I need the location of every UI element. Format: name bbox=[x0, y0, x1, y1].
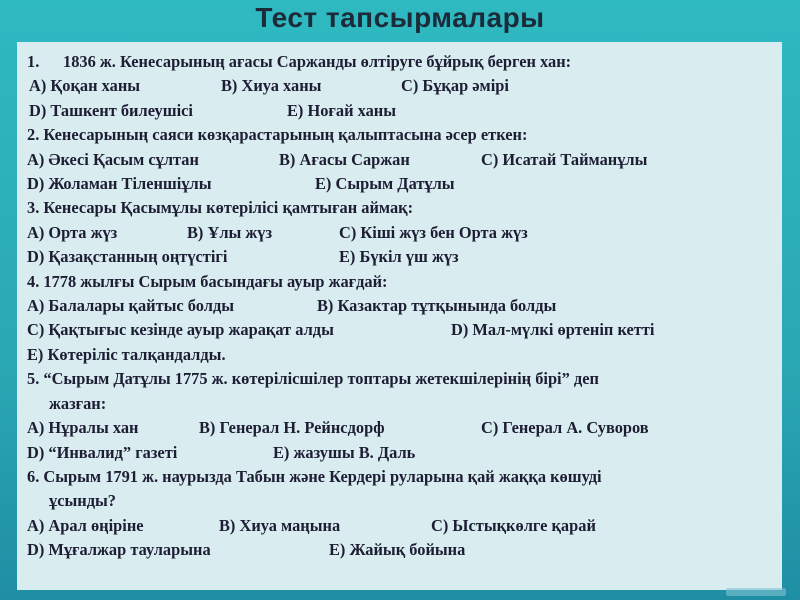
question-2-options-row-2 bbox=[27, 172, 772, 196]
option-a: А) Әкесі Қасым сұлтан bbox=[27, 149, 199, 169]
option-c: С) Исатай Тайманұлы bbox=[481, 149, 648, 169]
question-4-options-row-3 bbox=[27, 343, 772, 367]
question-text-continued: ұсынды? bbox=[49, 491, 116, 511]
option-c: С) Кіші жүз бен Орта жүз bbox=[339, 222, 528, 242]
question-5-continuation bbox=[27, 392, 772, 416]
option-c: С) Қақтығыс кезінде ауыр жарақат алды bbox=[27, 320, 334, 340]
question-6-options-row-2 bbox=[27, 538, 772, 562]
question-2 bbox=[27, 123, 772, 147]
question-text: 5. “Сырым Датұлы 1775 ж. көтерілісшілер топтары жетекшілерінің бірі” деп bbox=[27, 369, 599, 389]
question-5-options-row-1 bbox=[27, 416, 772, 440]
question-6-options-row-1 bbox=[27, 514, 772, 538]
option-a: А) Балалары қайтыс болды bbox=[27, 296, 235, 316]
option-e: E) Ноғай ханы bbox=[287, 100, 397, 120]
option-d: D) “Инвалид” газеті bbox=[27, 442, 178, 462]
question-1-options-row-1 bbox=[27, 74, 772, 98]
option-d: D) Мал-мүлкі өртеніп кетті bbox=[451, 320, 655, 340]
option-c: С) Бұқар әмірі bbox=[401, 76, 509, 96]
slide-title: Тест тапсырмалары bbox=[255, 2, 545, 33]
question-4-options-row-1 bbox=[27, 294, 772, 318]
question-3-options-row-2 bbox=[27, 245, 772, 269]
test-panel bbox=[17, 42, 782, 590]
option-b: В) Генерал Н. Рейнсдорф bbox=[199, 418, 385, 438]
question-text: 4. 1778 жылғы Сырым басындағы ауыр жағдай: bbox=[27, 271, 388, 291]
question-text: 1836 ж. Кенесарының ағасы Саржанды өлтіруге бұйрық берген хан: bbox=[63, 52, 572, 71]
question-6-continuation bbox=[27, 489, 772, 513]
question-5-options-row-2 bbox=[27, 441, 772, 465]
question-4 bbox=[27, 270, 772, 294]
option-b: В) Хиуа маңына bbox=[219, 515, 341, 535]
question-5 bbox=[27, 367, 772, 391]
question-text: 6. Сырым 1791 ж. наурызда Табын және Кердері руларына қай жаққа көшуді bbox=[27, 466, 602, 486]
question-text: 2. Кенесарының саяси көзқарастарының қалыптасына әсер еткен: bbox=[27, 125, 528, 145]
option-c: С) Ыстықкөлге қарай bbox=[431, 515, 596, 535]
question-text-continued: жазған: bbox=[49, 393, 107, 413]
option-d: D) Жоламан Тіленшіұлы bbox=[27, 174, 212, 194]
option-a: А) Арал өңіріне bbox=[27, 515, 144, 535]
option-b: В) Ұлы жүз bbox=[187, 222, 273, 242]
option-d: D) Қазақстанның оңтүстігі bbox=[27, 247, 228, 267]
option-b: В) Хиуа ханы bbox=[221, 76, 322, 96]
option-e: E) жазушы В. Даль bbox=[273, 442, 416, 462]
question-2-options-row-1 bbox=[27, 148, 772, 172]
question-1 bbox=[27, 50, 772, 74]
option-e: E) Бүкіл үш жүз bbox=[339, 247, 459, 267]
question-4-options-row-2 bbox=[27, 318, 772, 342]
question-number: 1. bbox=[27, 52, 40, 71]
option-b: В) Казактар тұтқынында болды bbox=[317, 296, 557, 316]
option-a: А) Қоқан ханы bbox=[29, 76, 141, 96]
question-3 bbox=[27, 196, 772, 220]
option-b: В) Ағасы Саржан bbox=[279, 149, 410, 169]
option-e: E) Сырым Датұлы bbox=[315, 174, 455, 194]
slide-decoration bbox=[726, 588, 786, 596]
question-1-options-row-2 bbox=[27, 99, 772, 123]
option-e: E) Жайық бойына bbox=[329, 540, 466, 560]
question-3-options-row-1 bbox=[27, 221, 772, 245]
option-c: С) Генерал А. Суворов bbox=[481, 418, 649, 438]
question-text: 3. Кенесары Қасымұлы көтерілісі қамтыған аймақ: bbox=[27, 198, 414, 218]
option-d: D) Ташкент билеушісі bbox=[29, 100, 193, 120]
question-6 bbox=[27, 465, 772, 489]
option-a: А) Орта жүз bbox=[27, 222, 118, 242]
option-e: E) Көтеріліс талқандалды. bbox=[27, 344, 226, 364]
option-a: А) Нұралы хан bbox=[27, 418, 139, 438]
option-d: D) Мұғалжар тауларына bbox=[27, 540, 211, 560]
